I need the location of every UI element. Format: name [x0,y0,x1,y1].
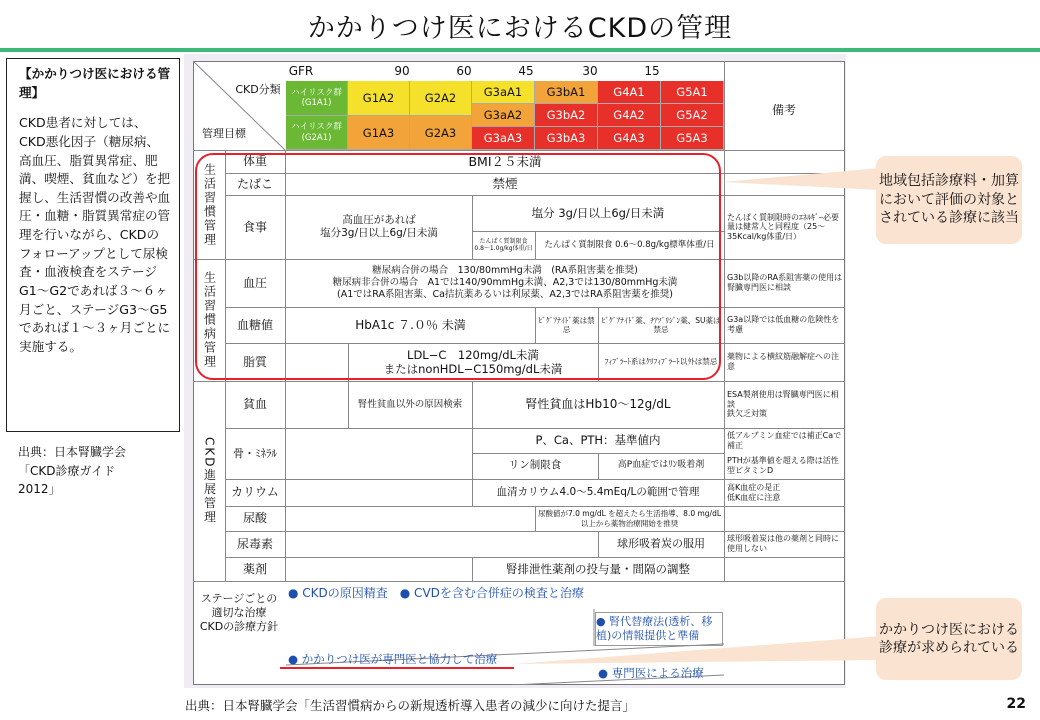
grade-cell: G5A2 [661,104,724,127]
bp-value: 糖尿病合併の場合 130/80mmHg未満 (RA系阻害薬を推奨) 糖尿病非合併の場合 A1では140/90mmHg未満、A2,3では130/80mmHg未満 (A1ではRA系阻害薬、Ca拮抗薬あるいは利尿薬、A2,3ではRA系阻害薬を推奨) [332,265,678,300]
callout-pointer-1 [720,160,880,200]
group-lifestyle-disease: 生活習慣病管理 [202,271,217,369]
glucose-contra-1: ﾋﾞｸﾞｱﾅｲﾄﾞ薬は禁忌 [538,315,595,334]
goal-label: 管理目標 [202,127,246,141]
grade-cell: G3bA2 [535,104,598,127]
tobacco-value: 禁煙 [492,176,518,192]
grade-cell: G2A2 [410,81,472,116]
highlight-box [195,153,721,380]
diet-note: たんぱく質制限時のｴﾈﾙｷﾞｰ必要量は健常人と同程度（25～35Kcal/kg体重/日） [727,212,839,241]
grade-cell: G2A3 [410,116,472,150]
row-label-diet: 食事 [242,219,267,234]
grade-cell: G4A3 [598,127,661,150]
bone-note-1: 低アルブミン血症では補正Caで補正 [727,430,842,450]
diet-protein-strict: たんぱく質制限食 0.6～0.8g/kg標準体重/日 [544,239,715,250]
glucose-note: G3a以降では低血糖の危険性を考慮 [727,315,840,334]
management-summary-box [6,58,180,432]
summary-body: CKD患者に対しては、CKD悪化因子（糖尿病、高血圧、脂質異常症、肥満、喫煙、貧血など）を把握し、生活習慣の改善や血圧・血糖・脂質異常症の管理を行いながら、CKDのフォローアップとして尿検査・血液検査をステージG1～G2であれば３～６ヶ月ごと、ステージG3～G5であれば１～３ヶ月ごとに実施する。 [19,115,171,354]
policy-bar-1: ● CKDの原因精査 ● CVDを含む合併症の検査と治療 [288,583,722,603]
diet-salt: 塩分 3g/日以上6g/日未満 [531,205,665,220]
policy-label: ステージごとの 適切な治療 CKDの診療方針 [199,592,279,633]
row-label-glucose: 血糖値 [236,317,273,332]
potassium-note: 高K血症の是正 低K血症に注意 [727,482,781,502]
row-label-drug: 薬剤 [242,561,267,576]
grade-cell: G5A3 [661,127,724,150]
diet-protein-mild: たんぱく質制限食 0.8～1.0g/kg体重/日 [474,237,533,252]
source-line: 2012」 [18,482,61,497]
diet-salt-hypertension: 高血圧があれば 塩分3g/日以上6g/日未満 [320,213,438,239]
callout-pointer-2 [510,630,882,670]
group-ckd-progression: CKD進展管理 [202,437,217,525]
grade-cell: G1A2 [348,81,410,116]
anemia-note: ESA製剤使用は腎臓専門医に相談 鉄欠乏対策 [727,390,839,419]
row-label-uremic: 尿毒素 [236,536,273,551]
row-label-tobacco: たばこ [236,176,273,191]
grade-cell: G5A1 [661,81,724,104]
gfr-tick: 90 [394,63,410,78]
anemia-target: 腎性貧血はHb10～12g/dL [525,397,671,411]
grade-cell-hr1: ハイリスク群 (G1A1) [286,81,348,116]
bone-phosphate-diet: リン制限食 [508,459,562,472]
lipid-value: LDL−C 120mg/dL未満 またはnonHDL−C150mg/dL未満 [383,347,563,376]
row-label-lipid: 脂質 [242,354,267,369]
source-note-left [18,443,126,499]
policy-bar-2: ● 腎代替療法(透析、移植)の情報提供と準備 [595,612,723,646]
grade-cell: G4A2 [598,104,661,127]
weight-value: BMI２５未満 [468,153,542,169]
gfr-tick: 45 [518,63,534,78]
grade-cell: G1A3 [348,116,410,150]
glucose-value: HbA1c ７.０％ 未満 [355,317,466,332]
gfr-tick: 15 [644,63,660,78]
gfr-tick: 30 [582,63,598,78]
ckd-class-label: CKD分類 [235,83,281,97]
page-title: かかりつけ医におけるCKDの管理 [307,13,733,44]
bone-note-2: PTHが基準値を超える際は活性型ビタミンD [727,456,839,475]
grade-cell: G3bA1 [535,81,598,104]
row-label-bone: 骨・ﾐﾈﾗﾙ [233,446,277,460]
group-lifestyle: 生活習慣管理 [202,162,217,247]
gfr-label: GFR [288,63,314,78]
policy-bar-3: ● かかりつけ医が専門医と協力して治療 [288,651,498,666]
uric-value: 尿酸値が7.0 mg/dL を超えたら生活指導、8.0 mg/dL 以上から薬物治療開始を推奨 [537,509,722,528]
potassium-value: 血清カリウム4.0～5.4mEq/Lの範囲で管理 [496,485,700,498]
callout-regional-fee: 地域包括診療料・加算において評価の対象とされている診療に該当 [876,156,1022,244]
source-line: 「CKD診療ガイド [18,463,116,478]
uremic-note: 球形吸着炭は他の薬剤と同時に使用しない [727,534,839,553]
anemia-cause: 腎性貧血以外の原因検索 [357,398,463,410]
bone-binder: 高P血症ではﾘﾝ吸着剤 [617,460,705,471]
glucose-contra-2: ﾋﾞｸﾞｱﾅｲﾄﾞ薬、ﾁｱｿﾞﾘｼﾞﾝ薬、SU薬は禁忌 [601,315,721,334]
row-label-weight: 体重 [242,154,267,168]
grade-cell: G3aA1 [472,81,535,104]
highlight-underline [280,667,514,669]
gfr-tick: 60 [456,63,472,78]
row-divider [193,581,845,582]
callout-primary-care: かかりつけ医における診療が求められている [876,598,1022,680]
notes-header: 備考 [771,102,796,117]
grade-cell: G4A1 [598,81,661,104]
grade-cell: G3bA3 [535,127,598,150]
uremic-value: 球形吸着炭の服用 [617,537,705,551]
footer-source: 出典：日本腎臓学会「生活習慣病からの新規透析導入患者の減少に向けた提言」 [185,698,636,713]
summary-heading: 【かかりつけ医における管理】 [19,66,171,100]
row-label-potassium: カリウム [231,485,279,499]
row-label-uric: 尿酸 [242,511,267,525]
grade-cell-hr2: ハイリスク群 (G2A1) [286,116,348,150]
bone-range: P、Ca、PTH：基準値内 [535,433,661,448]
grade-cell: G3aA2 [472,104,535,127]
drug-value: 腎排泄性薬剤の投与量・間隔の調整 [506,561,690,576]
source-line: 出典：日本腎臓学会 [18,445,127,459]
lipid-note: 薬物による横紋筋融解症への注意 [727,352,839,371]
bp-note: G3b以降のRA系阻害薬の使用は腎臓専門医に相談 [727,273,843,292]
page-number: 22 [1006,696,1026,712]
title-divider [0,48,1040,52]
grade-cell: G3aA3 [472,127,535,150]
notes-divider [724,61,725,581]
lipid-contra: ﾌｨﾌﾞﾗｰﾄ系はｸﾘﾌｨﾌﾞﾗｰﾄ以外は禁忌 [604,357,718,367]
row-label-anemia: 貧血 [242,397,267,411]
policy-bar-4: ● 専門医による治療 [598,665,704,680]
row-label-bp: 血圧 [242,275,267,290]
